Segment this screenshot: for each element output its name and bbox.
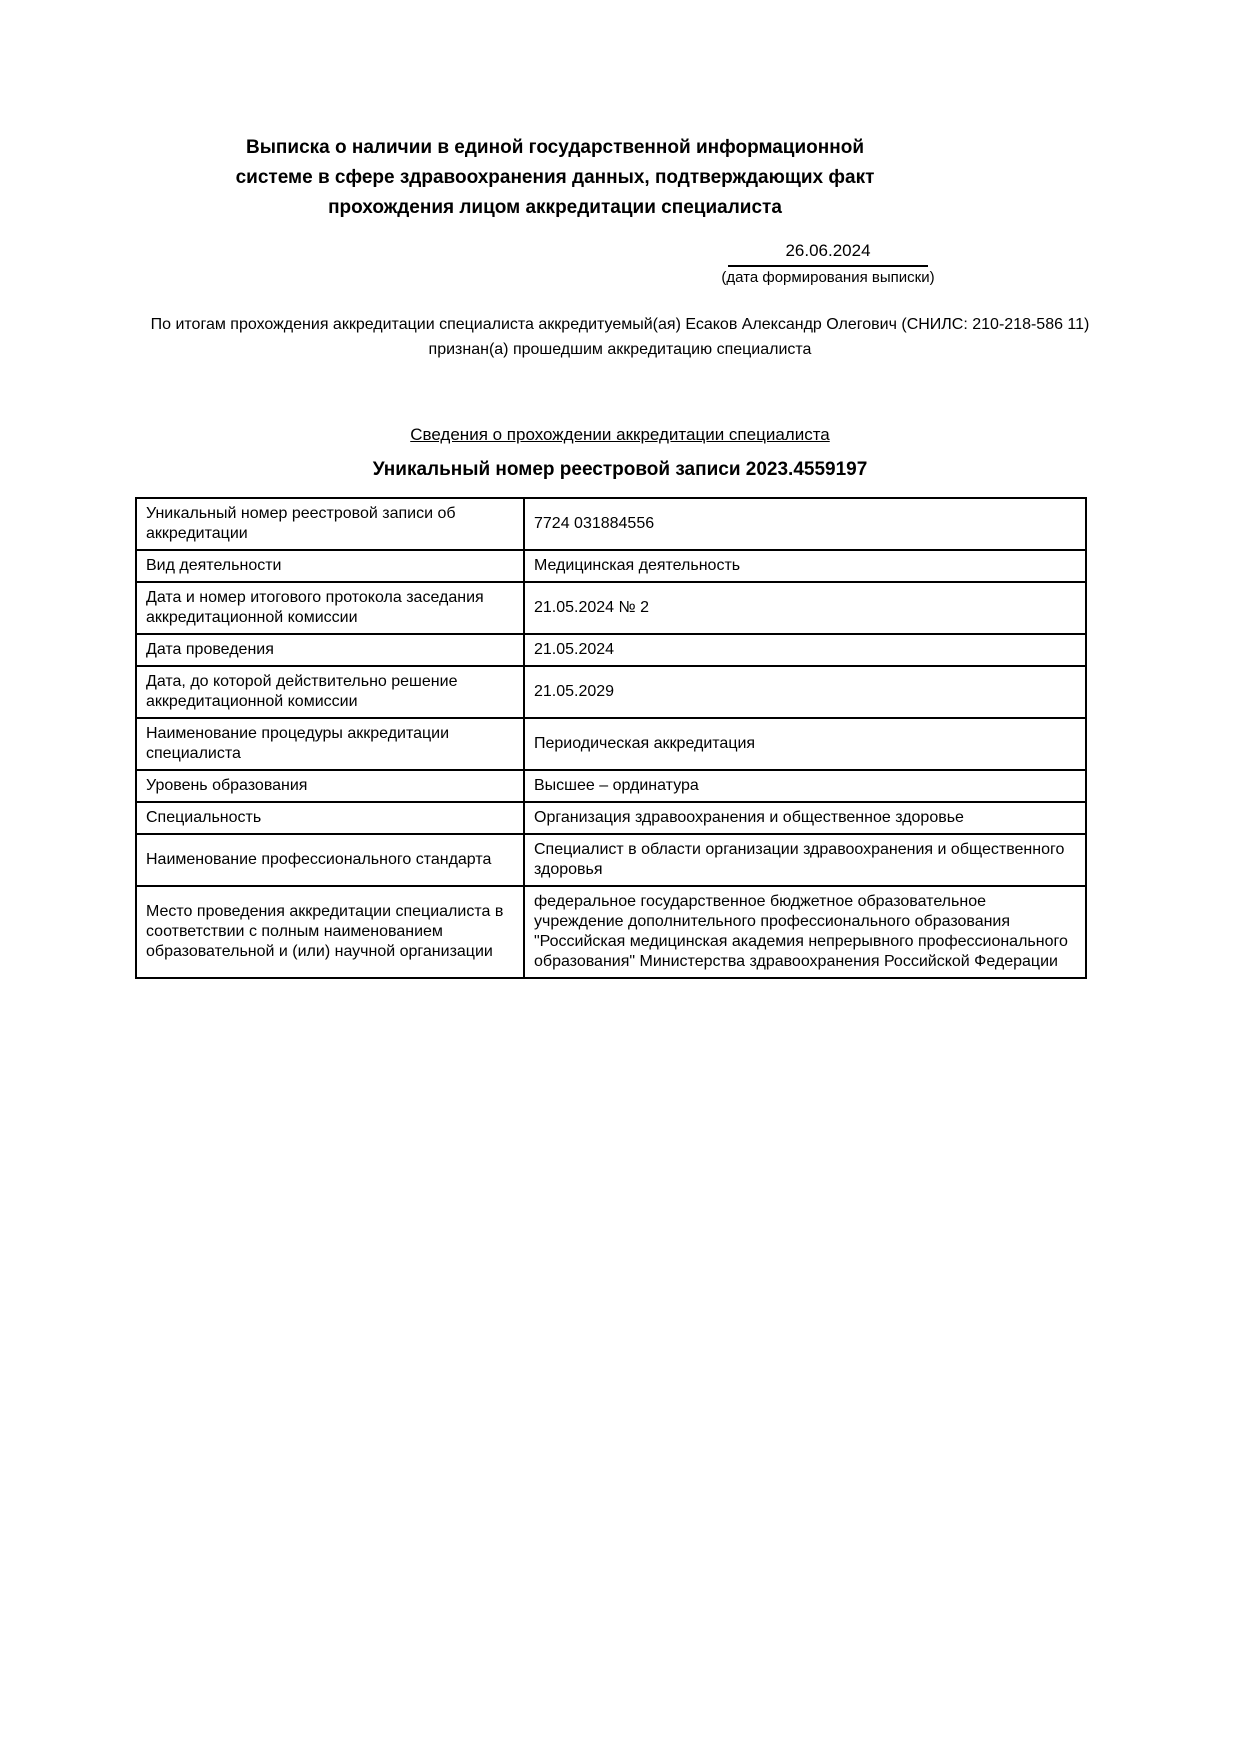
row-label: Уровень образования xyxy=(136,770,524,802)
row-label: Вид деятельности xyxy=(136,550,524,582)
extract-date-block xyxy=(708,241,948,287)
row-value: 21.05.2024 xyxy=(524,634,1086,666)
intro-line-2: признан(а) прошедшим аккредитацию специалиста xyxy=(428,341,812,358)
intro-line-1: По итогам прохождения аккредитации специалиста аккредитуемый(ая) Есаков Александр Олегович (СНИЛС: 210-218-586 11) xyxy=(150,316,1090,333)
document-title-line-2: системе в сфере здравоохранения данных, подтверждающих факт xyxy=(235,167,875,188)
row-value: 7724 031884556 xyxy=(524,498,1086,550)
row-label: Наименование профессионального стандарта xyxy=(136,834,524,886)
row-value: Организация здравоохранения и общественное здоровье xyxy=(524,802,1086,834)
table-row-activity-type xyxy=(136,550,1086,582)
extract-date: 26.06.2024 xyxy=(728,241,928,267)
accreditation-table xyxy=(135,497,1087,979)
table-row-specialty xyxy=(136,802,1086,834)
row-value: 21.05.2029 xyxy=(524,666,1086,718)
intro-paragraph xyxy=(135,312,1105,362)
row-value: Медицинская деятельность xyxy=(524,550,1086,582)
row-value: Периодическая аккредитация xyxy=(524,718,1086,770)
table-row-registry-number xyxy=(136,498,1086,550)
table-row-accreditation-place xyxy=(136,886,1086,978)
row-label: Наименование процедуры аккредитации специалиста xyxy=(136,718,524,770)
extract-date-caption: (дата формирования выписки) xyxy=(721,269,935,286)
document-title-line-1: Выписка о наличии в единой государственной информационной xyxy=(245,137,865,158)
row-label: Дата проведения xyxy=(136,634,524,666)
row-value: Специалист в области организации здравоохранения и общественного здоровья xyxy=(524,834,1086,886)
document-title xyxy=(135,133,975,223)
table-row-procedure-name xyxy=(136,718,1086,770)
row-label: Дата и номер итогового протокола заседания аккредитационной комиссии xyxy=(136,582,524,634)
row-label: Место проведения аккредитации специалиста в соответствии с полным наименованием образовательной и (или) научной организации xyxy=(136,886,524,978)
section-heading: Сведения о прохождении аккредитации специалиста xyxy=(410,425,830,444)
table-row-professional-standard xyxy=(136,834,1086,886)
table-row-conduct-date xyxy=(136,634,1086,666)
row-label: Уникальный номер реестровой записи об аккредитации xyxy=(136,498,524,550)
row-label: Специальность xyxy=(136,802,524,834)
row-value: федеральное государственное бюджетное образовательное учреждение дополнительного профессионального образования "Российская медицинская академия непрерывного профессионального образования" Министерства здравоохранения Российской Федерации xyxy=(524,886,1086,978)
accreditation-table-body xyxy=(136,498,1086,978)
table-row-protocol-date-number xyxy=(136,582,1086,634)
table-row-education-level xyxy=(136,770,1086,802)
document-title-line-3: прохождения лицом аккредитации специалиста xyxy=(328,197,782,218)
row-label: Дата, до которой действительно решение аккредитационной комиссии xyxy=(136,666,524,718)
table-row-valid-until-date xyxy=(136,666,1086,718)
record-number-heading: Уникальный номер реестровой записи 2023.4559197 xyxy=(372,459,868,480)
row-value: 21.05.2024 № 2 xyxy=(524,582,1086,634)
row-value: Высшее – ординатура xyxy=(524,770,1086,802)
